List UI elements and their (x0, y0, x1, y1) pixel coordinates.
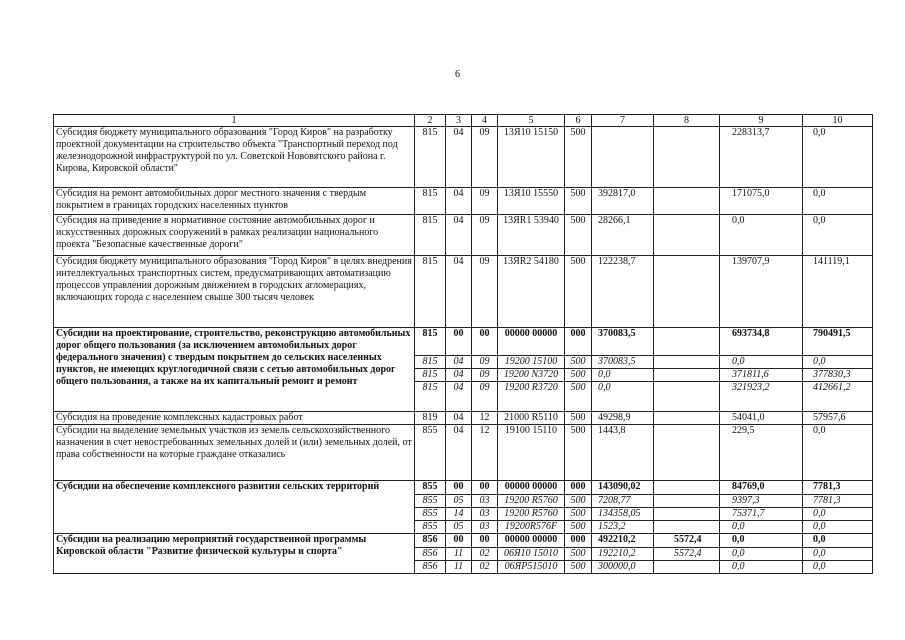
table-cell: 09 (472, 188, 498, 215)
table-cell (654, 356, 720, 369)
table-cell: 321923,2 (720, 382, 803, 412)
table-cell: 21000 R5110 (498, 412, 565, 425)
table-cell: 500 (565, 495, 592, 508)
table-cell: 04 (446, 356, 472, 369)
table-cell: 0,0 (803, 188, 873, 215)
table-cell: 57957,6 (803, 412, 873, 425)
row-description: Субсидия на ремонт автомобильных дорог местного значения с твердым покрытием в границах городских населенных пунктов (54, 188, 415, 215)
table-cell: 500 (565, 127, 592, 188)
table-cell: 1523,2 (592, 521, 654, 534)
table-cell: 370083,5 (592, 328, 654, 356)
table-cell (654, 508, 720, 521)
table-cell: 412661,2 (803, 382, 873, 412)
table-cell: 00 (446, 481, 472, 495)
table-cell: 500 (565, 188, 592, 215)
table-cell (654, 256, 720, 328)
table-cell: 0,0 (803, 561, 873, 574)
table-row (54, 534, 873, 548)
table-cell: 500 (565, 382, 592, 412)
page-number: 6 (455, 69, 460, 80)
table-cell: 492210,2 (592, 534, 654, 548)
table-cell: 75371,7 (720, 508, 803, 521)
table-cell: 19200R576F (498, 521, 565, 534)
table-cell: 500 (565, 425, 592, 481)
table-cell: 02 (472, 561, 498, 574)
table-cell: 500 (565, 561, 592, 574)
table-cell: 00 (472, 481, 498, 495)
table-cell: 04 (446, 382, 472, 412)
table-cell: 377830,3 (803, 369, 873, 382)
row-description: Субсидии на реализацию мероприятий государственной программы Кировской области "Развитие физической культуры и спорта" (54, 534, 415, 574)
table-cell (654, 127, 720, 188)
table-cell: 815 (415, 382, 446, 412)
table-cell: 09 (472, 369, 498, 382)
table-cell: 815 (415, 188, 446, 215)
table-cell (654, 215, 720, 256)
table-cell: 09 (472, 356, 498, 369)
table-cell: 04 (446, 256, 472, 328)
table-cell: 19200 15100 (498, 356, 565, 369)
table-cell: 790491,5 (803, 328, 873, 356)
table-cell: 11 (446, 561, 472, 574)
table-row (54, 412, 873, 425)
table-cell: 0,0 (720, 356, 803, 369)
table-cell: 04 (446, 369, 472, 382)
table-cell: 855 (415, 508, 446, 521)
table-cell: 00 (446, 534, 472, 548)
table-cell: 0,0 (592, 382, 654, 412)
table-cell: 229,5 (720, 425, 803, 481)
table-cell (654, 188, 720, 215)
table-cell: 500 (565, 356, 592, 369)
table-cell: 12 (472, 412, 498, 425)
table-cell (654, 412, 720, 425)
table-cell: 143090,02 (592, 481, 654, 495)
table-cell: 500 (565, 508, 592, 521)
table-cell: 000 (565, 328, 592, 356)
table-cell: 0,0 (803, 548, 873, 561)
column-header: 3 (446, 115, 472, 127)
table-cell: 500 (565, 548, 592, 561)
table-row (54, 215, 873, 256)
table-row (54, 188, 873, 215)
table-cell: 09 (472, 382, 498, 412)
table-cell (654, 521, 720, 534)
table-cell: 0,0 (720, 215, 803, 256)
table-cell: 06ЯР515010 (498, 561, 565, 574)
row-description: Субсидии на проектирование, строительство, реконструкцию автомобильных дорог общего пользования (за исключением автомобильных дорог федерального значения) с твердым покрытием до сельских населенных пунктов, не имеющих круглогодичной связи с сетью автомобильных дорог общего пользования, а также на их капитальный ремонт и ремонт (54, 328, 415, 412)
table-cell: 000 (565, 534, 592, 548)
row-description: Субсидии на обеспечение комплексного развития сельских территорий (54, 481, 415, 534)
table-cell: 0,0 (803, 521, 873, 534)
table-cell: 00000 00000 (498, 481, 565, 495)
table-cell: 500 (565, 256, 592, 328)
table-cell: 05 (446, 495, 472, 508)
table-cell: 5572,4 (654, 548, 720, 561)
table-cell: 54041,0 (720, 412, 803, 425)
table-cell: 7208,77 (592, 495, 654, 508)
table-cell: 1443,8 (592, 425, 654, 481)
table-cell: 28266,1 (592, 215, 654, 256)
table-cell: 9397,3 (720, 495, 803, 508)
table-cell: 500 (565, 521, 592, 534)
table-cell: 500 (565, 215, 592, 256)
table-row (54, 328, 873, 356)
table-cell: 855 (415, 495, 446, 508)
column-header: 4 (472, 115, 498, 127)
column-header: 6 (565, 115, 592, 127)
table-cell: 192210,2 (592, 548, 654, 561)
table-cell: 855 (415, 481, 446, 495)
row-description: Субсидия на приведение в нормативное состояние автомобильных дорог и искусственных дорожных сооружений в рамках реализации национального проекта "Безопасные качественные дороги" (54, 215, 415, 256)
table-cell: 84769,0 (720, 481, 803, 495)
table-cell: 392817,0 (592, 188, 654, 215)
table-cell: 09 (472, 256, 498, 328)
table-cell: 815 (415, 356, 446, 369)
table-cell: 09 (472, 127, 498, 188)
column-header: 2 (415, 115, 446, 127)
table-cell: 00 (472, 534, 498, 548)
table-cell (654, 328, 720, 356)
table-cell: 04 (446, 127, 472, 188)
row-description: Субсидии на выделение земельных участков из земель сельскохозяйственного назначения в счет невостребованных земельных долей и (или) земельных долей, от права собственности на которые граждане отказались (54, 425, 415, 481)
table-cell: 500 (565, 369, 592, 382)
budget-table (53, 114, 873, 574)
table-cell: 09 (472, 215, 498, 256)
table-cell: 02 (472, 548, 498, 561)
table-cell: 0,0 (803, 425, 873, 481)
column-header: 9 (720, 115, 803, 127)
table-cell: 856 (415, 561, 446, 574)
table-cell: 856 (415, 548, 446, 561)
column-header: 8 (654, 115, 720, 127)
table-cell: 12 (472, 425, 498, 481)
table-cell: 171075,0 (720, 188, 803, 215)
table-cell: 122238,7 (592, 256, 654, 328)
column-header: 10 (803, 115, 873, 127)
table-cell: 05 (446, 521, 472, 534)
table-cell: 04 (446, 425, 472, 481)
column-header: 5 (498, 115, 565, 127)
table-cell: 300000,0 (592, 561, 654, 574)
table-cell: 19200 R5760 (498, 508, 565, 521)
table-cell: 370083,5 (592, 356, 654, 369)
table-cell: 5572,4 (654, 534, 720, 548)
table-cell: 19200 R3720 (498, 382, 565, 412)
table-cell: 134358,05 (592, 508, 654, 521)
table-cell: 819 (415, 412, 446, 425)
table-cell: 00000 00000 (498, 328, 565, 356)
table-cell: 13ЯR1 53940 (498, 215, 565, 256)
table-cell: 13Я10 15550 (498, 188, 565, 215)
table-cell: 49298,9 (592, 412, 654, 425)
table-cell: 855 (415, 521, 446, 534)
table-cell: 13ЯR2 54180 (498, 256, 565, 328)
table-cell: 856 (415, 534, 446, 548)
table-row (54, 127, 873, 188)
table-cell: 815 (415, 127, 446, 188)
table-cell: 00 (446, 328, 472, 356)
table-cell: 03 (472, 495, 498, 508)
table-cell: 0,0 (803, 356, 873, 369)
table-row (54, 256, 873, 328)
table-cell (654, 382, 720, 412)
table-cell: 815 (415, 328, 446, 356)
table-cell: 855 (415, 425, 446, 481)
table-cell: 0,0 (803, 127, 873, 188)
table-cell (654, 425, 720, 481)
table-cell: 0,0 (720, 521, 803, 534)
table-cell: 139707,9 (720, 256, 803, 328)
table-cell: 19200 R5760 (498, 495, 565, 508)
table-cell: 03 (472, 508, 498, 521)
header-row (54, 115, 873, 127)
table-cell: 00 (472, 328, 498, 356)
table-row (54, 481, 873, 495)
table-cell: 06Я10 15010 (498, 548, 565, 561)
table-cell: 03 (472, 521, 498, 534)
table-cell: 7781,3 (803, 495, 873, 508)
table-cell: 0,0 (592, 369, 654, 382)
table-cell: 0,0 (720, 534, 803, 548)
table-cell: 00000 00000 (498, 534, 565, 548)
table-cell: 0,0 (720, 548, 803, 561)
table-cell: 0,0 (803, 215, 873, 256)
table-cell: 0,0 (720, 561, 803, 574)
table-row (54, 425, 873, 481)
table-cell (654, 369, 720, 382)
table-cell: 141119,1 (803, 256, 873, 328)
table-cell: 14 (446, 508, 472, 521)
table-cell: 815 (415, 215, 446, 256)
table-cell: 000 (565, 481, 592, 495)
table-cell: 0,0 (803, 534, 873, 548)
table-cell: 04 (446, 215, 472, 256)
table-cell: 228313,7 (720, 127, 803, 188)
table-cell: 04 (446, 412, 472, 425)
table-cell (654, 495, 720, 508)
row-description: Субсидия на проведение комплексных кадастровых работ (54, 412, 415, 425)
table-cell: 7781,3 (803, 481, 873, 495)
table-cell: 04 (446, 188, 472, 215)
column-header: 7 (592, 115, 654, 127)
table-cell: 500 (565, 412, 592, 425)
table-cell: 19200 N3720 (498, 369, 565, 382)
table-cell: 693734,8 (720, 328, 803, 356)
table-cell: 371811,6 (720, 369, 803, 382)
table-cell (654, 481, 720, 495)
table-cell: 815 (415, 256, 446, 328)
column-header: 1 (54, 115, 415, 127)
table-cell: 11 (446, 548, 472, 561)
table-cell: 13Я10 15150 (498, 127, 565, 188)
table-cell: 19100 15110 (498, 425, 565, 481)
table-cell (654, 561, 720, 574)
row-description: Субсидия бюджету муниципального образования "Город Киров" на разработку проектной документации на строительство объекта "Транспортный переход под железнодорожной инфраструктурой по ул. Советской Нововятского района г. Кирова, Кировской области" (54, 127, 415, 188)
table-cell: 0,0 (803, 508, 873, 521)
table-cell (592, 127, 654, 188)
table-cell: 815 (415, 369, 446, 382)
row-description: Субсидия бюджету муниципального образования "Город Киров" в целях внедрения интеллектуальных транспортных систем, предусматривающих автоматизацию процессов управления дорожным движением в городских агломерациях, включающих города с населением свыше 300 тысяч человек (54, 256, 415, 328)
